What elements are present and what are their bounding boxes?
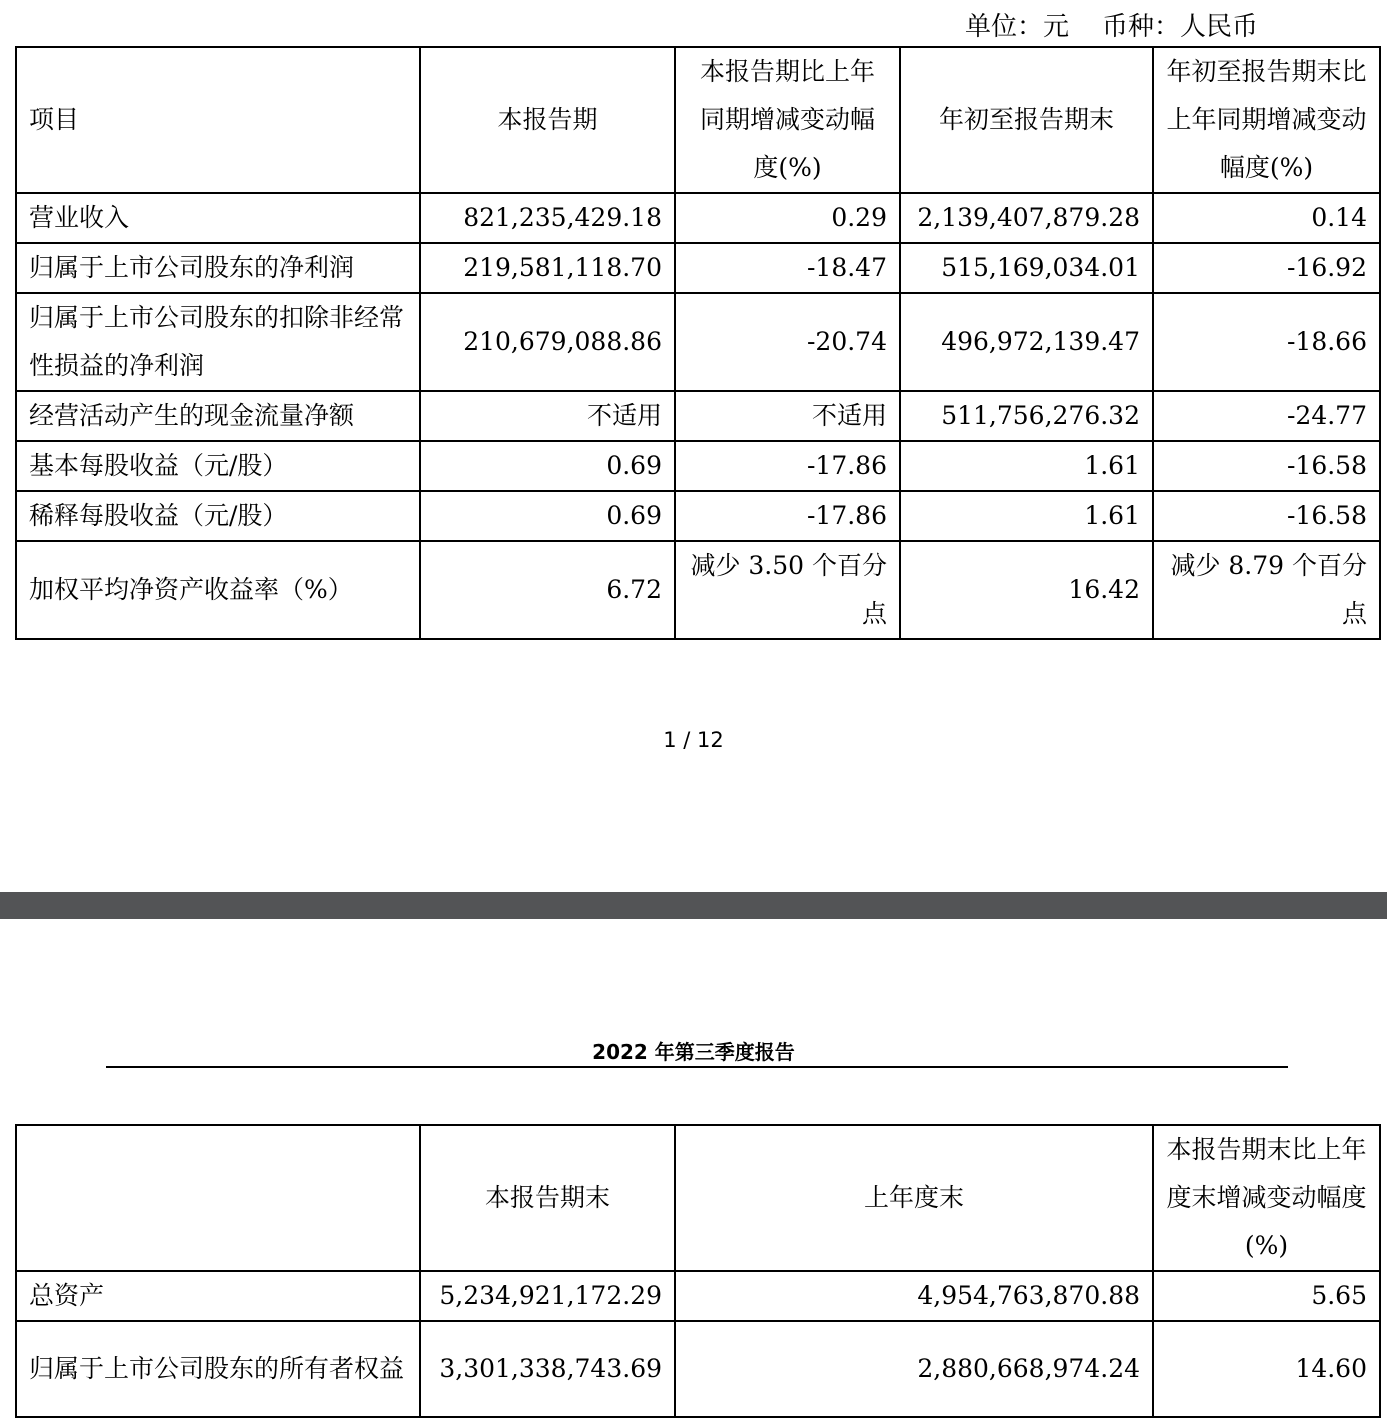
report-title: 2022 年第三季度报告	[592, 1040, 795, 1064]
table-row	[16, 193, 1380, 243]
cell-current-period: 6.72	[420, 541, 675, 639]
page-separator	[0, 892, 1387, 919]
header-ytd-change: 年初至报告期末比上年同期增减变动幅度(%)	[1153, 47, 1380, 193]
row-label: 经营活动产生的现金流量净额	[16, 391, 420, 441]
title-underline	[106, 1066, 1288, 1068]
row-label: 加权平均净资产收益率（%）	[16, 541, 420, 639]
cell-prior-year-end: 2,880,668,974.24	[675, 1321, 1153, 1417]
table-row	[16, 541, 1380, 639]
cell-current-period: 0.69	[420, 441, 675, 491]
cell-current-period-change: 不适用	[675, 391, 900, 441]
cell-ytd-change: -24.77	[1153, 391, 1380, 441]
row-label: 基本每股收益（元/股）	[16, 441, 420, 491]
table-row	[16, 391, 1380, 441]
cell-change: 14.60	[1153, 1321, 1380, 1417]
table-header-row	[16, 47, 1380, 193]
header-current-period-change: 本报告期比上年同期增减变动幅度(%)	[675, 47, 900, 193]
cell-current-period-change: -17.86	[675, 441, 900, 491]
header-change: 本报告期末比上年度末增减变动幅度(%)	[1153, 1125, 1380, 1271]
cell-current-period: 219,581,118.70	[420, 243, 675, 293]
header-current-period: 本报告期	[420, 47, 675, 193]
cell-ytd-change: -16.58	[1153, 441, 1380, 491]
row-label: 归属于上市公司股东的所有者权益	[16, 1321, 420, 1417]
row-label: 归属于上市公司股东的净利润	[16, 243, 420, 293]
cell-current-period: 不适用	[420, 391, 675, 441]
row-label: 总资产	[16, 1271, 420, 1321]
balance-sheet-table	[15, 1124, 1381, 1418]
row-label: 稀释每股收益（元/股）	[16, 491, 420, 541]
cell-ytd: 16.42	[900, 541, 1153, 639]
cell-current-period-change: -20.74	[675, 293, 900, 391]
cell-ytd: 515,169,034.01	[900, 243, 1153, 293]
cell-ytd-change: -16.58	[1153, 491, 1380, 541]
unit-currency-note: 单位：元 币种：人民币	[965, 12, 1259, 42]
cell-ytd: 2,139,407,879.28	[900, 193, 1153, 243]
cell-ytd: 511,756,276.32	[900, 391, 1153, 441]
cell-current-period: 0.69	[420, 491, 675, 541]
cell-period-end: 5,234,921,172.29	[420, 1271, 675, 1321]
header-prior-year-end: 上年度末	[675, 1125, 1153, 1271]
table-header-row	[16, 1125, 1380, 1271]
row-label: 归属于上市公司股东的扣除非经常性损益的净利润	[16, 293, 420, 391]
cell-current-period: 210,679,088.86	[420, 293, 675, 391]
cell-prior-year-end: 4,954,763,870.88	[675, 1271, 1153, 1321]
cell-ytd-change: -16.92	[1153, 243, 1380, 293]
header-item	[16, 1125, 420, 1271]
cell-ytd: 1.61	[900, 441, 1153, 491]
table-row	[16, 491, 1380, 541]
cell-change: 5.65	[1153, 1271, 1380, 1321]
cell-ytd-change: -18.66	[1153, 293, 1380, 391]
cell-period-end: 3,301,338,743.69	[420, 1321, 675, 1417]
table-row	[16, 1321, 1380, 1417]
key-financial-data-table	[15, 46, 1381, 640]
cell-current-period: 821,235,429.18	[420, 193, 675, 243]
table-row	[16, 243, 1380, 293]
header-item: 项目	[16, 47, 420, 193]
cell-current-period-change: 0.29	[675, 193, 900, 243]
cell-ytd: 1.61	[900, 491, 1153, 541]
cell-current-period-change: 减少 3.50 个百分点	[675, 541, 900, 639]
table-row	[16, 441, 1380, 491]
table-row	[16, 293, 1380, 391]
cell-current-period-change: -17.86	[675, 491, 900, 541]
header-period-end: 本报告期末	[420, 1125, 675, 1271]
cell-ytd-change: 0.14	[1153, 193, 1380, 243]
page-number: 1 / 12	[663, 728, 724, 752]
header-ytd: 年初至报告期末	[900, 47, 1153, 193]
table-row	[16, 1271, 1380, 1321]
row-label: 营业收入	[16, 193, 420, 243]
cell-current-period-change: -18.47	[675, 243, 900, 293]
cell-ytd-change: 减少 8.79 个百分点	[1153, 541, 1380, 639]
cell-ytd: 496,972,139.47	[900, 293, 1153, 391]
